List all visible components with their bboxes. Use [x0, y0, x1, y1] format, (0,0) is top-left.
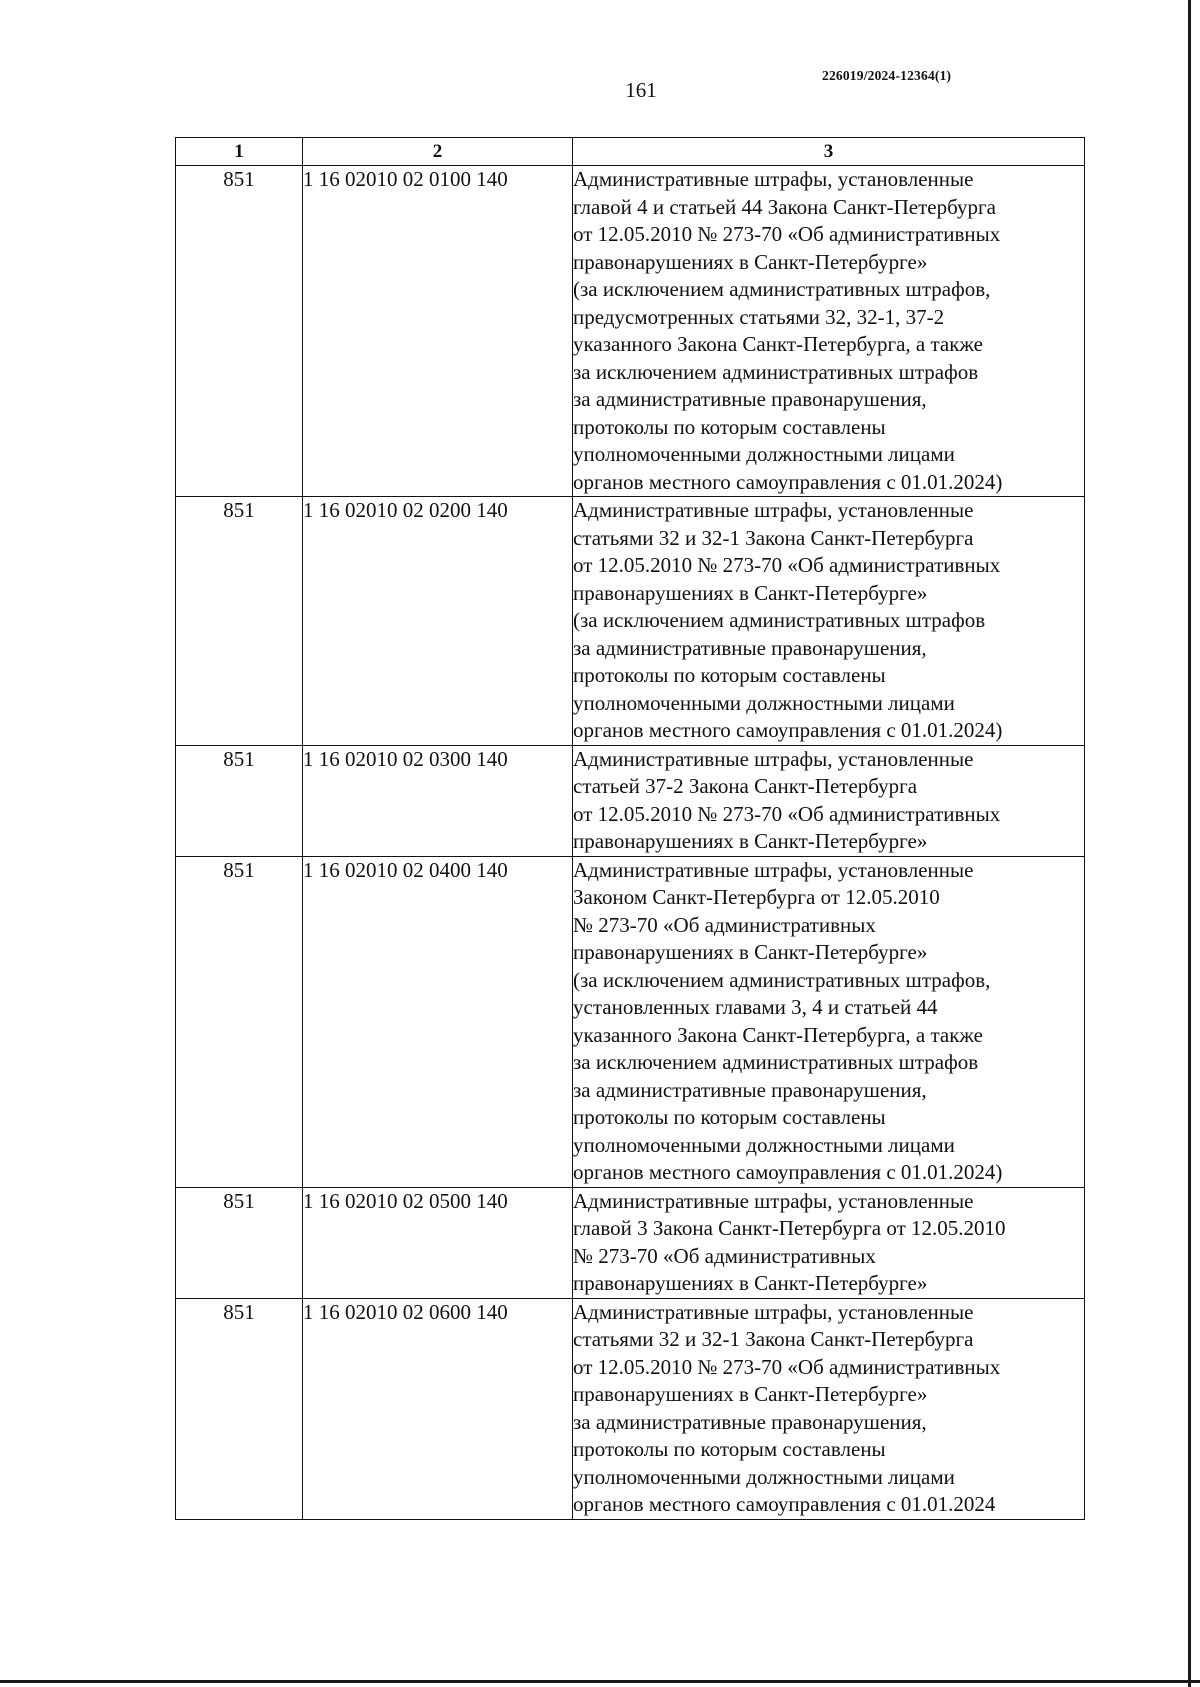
- description-line: главой 4 и статьей 44 Закона Санкт-Петербурга: [573, 194, 996, 219]
- description-line: № 273-70 «Об административных: [573, 1243, 876, 1268]
- table-row: [176, 497, 1085, 746]
- page-number: 161: [625, 78, 657, 102]
- description-line: (за исключением административных штрафов,: [573, 277, 991, 301]
- description-line: органов местного самоуправления с 01.01.2024): [573, 1160, 1003, 1184]
- admin-code-cell: 851: [176, 166, 303, 497]
- description-line: правонарушениях в Санкт-Петербурге»: [573, 249, 928, 274]
- budget-code-cell: 1 16 02010 02 0200 140: [303, 497, 573, 746]
- budget-code-cell: 1 16 02010 02 0600 140: [303, 1298, 573, 1519]
- description-line: от 12.05.2010 № 273-70 «Об административных: [573, 553, 1001, 577]
- budget-code-cell: 1 16 02010 02 0500 140: [303, 1187, 573, 1298]
- description-cell: [573, 166, 1085, 497]
- description-line: уполномоченными должностными лицами: [573, 1464, 955, 1489]
- description-line: от 12.05.2010 № 273-70 «Об административных: [573, 222, 1001, 246]
- admin-code-cell: 851: [176, 497, 303, 746]
- table-row: [176, 1187, 1085, 1298]
- admin-code-cell: 851: [176, 1298, 303, 1519]
- description-line: органов местного самоуправления с 01.01.2024): [573, 469, 1003, 494]
- column-header: 1: [176, 138, 303, 166]
- description-line: органов местного самоуправления с 01.01.2024): [573, 718, 1003, 742]
- table-row: [176, 856, 1085, 1187]
- description-line: статьями 32 и 32-1 Закона Санкт-Петербурга: [573, 1327, 974, 1351]
- description-line: статьями 32 и 32-1 Закона Санкт-Петербурга: [573, 525, 974, 550]
- description-line: Законом Санкт-Петербурга от 12.05.2010: [573, 885, 940, 909]
- description-line: протоколы по которым составлены: [573, 414, 886, 439]
- description-line: за исключением административных штрафов: [573, 1050, 979, 1074]
- budget-code-cell: 1 16 02010 02 0300 140: [303, 745, 573, 856]
- description-line: правонарушениях в Санкт-Петербурге»: [573, 940, 928, 964]
- description-line: главой 3 Закона Санкт-Петербурга от 12.05.2010: [573, 1216, 1006, 1240]
- description-line: от 12.05.2010 № 273-70 «Об административных: [573, 801, 1001, 826]
- description-line: уполномоченными должностными лицами: [573, 442, 955, 466]
- table-row: [176, 1298, 1085, 1519]
- description-line: Административные штрафы, установленные: [573, 1188, 974, 1213]
- description-line: за административные правонарушения,: [573, 387, 927, 411]
- table-header-row: [176, 138, 1085, 166]
- description-line: правонарушениях в Санкт-Петербурге»: [573, 1271, 928, 1295]
- description-line: от 12.05.2010 № 273-70 «Об административных: [573, 1354, 1001, 1379]
- scan-edge-right: [1188, 0, 1191, 1687]
- description-line: Административные штрафы, установленные: [573, 746, 974, 771]
- table-body: [176, 166, 1085, 1520]
- description-line: за административные правонарушения,: [573, 1077, 927, 1102]
- admin-code-cell: 851: [176, 1187, 303, 1298]
- description-line: правонарушениях в Санкт-Петербурге»: [573, 1382, 928, 1406]
- description-line: статьей 37-2 Закона Санкт-Петербурга: [573, 774, 918, 798]
- table-row: [176, 166, 1085, 497]
- admin-code-cell: 851: [176, 856, 303, 1187]
- description-cell: [573, 1187, 1085, 1298]
- description-line: (за исключением административных штрафов: [573, 608, 986, 632]
- document-id: 226019/2024-12364(1): [822, 68, 952, 83]
- column-header: 2: [303, 138, 573, 166]
- column-header: 3: [573, 138, 1085, 166]
- description-cell: [573, 1298, 1085, 1519]
- scan-edge-bottom: [0, 1680, 1200, 1683]
- description-line: Административные штрафы, установленные: [573, 857, 974, 882]
- description-line: Административные штрафы, установленные: [573, 1299, 974, 1324]
- description-line: указанного Закона Санкт-Петербурга, а также: [573, 1022, 983, 1047]
- description-cell: [573, 745, 1085, 856]
- description-line: за административные правонарушения,: [573, 1409, 927, 1434]
- description-cell: [573, 497, 1085, 746]
- description-line: протоколы по которым составлены: [573, 1437, 886, 1461]
- description-line: за исключением административных штрафов: [573, 359, 979, 384]
- budget-code-cell: 1 16 02010 02 0400 140: [303, 856, 573, 1187]
- description-line: указанного Закона Санкт-Петербурга, а также: [573, 332, 983, 356]
- description-line: протоколы по которым составлены: [573, 663, 886, 687]
- description-line: (за исключением административных штрафов,: [573, 967, 991, 992]
- description-line: уполномоченными должностными лицами: [573, 1132, 955, 1157]
- description-line: правонарушениях в Санкт-Петербурге»: [573, 829, 928, 853]
- description-line: Административные штрафы, установленные: [573, 167, 974, 191]
- description-line: органов местного самоуправления с 01.01.2024: [573, 1492, 996, 1516]
- description-line: № 273-70 «Об административных: [573, 912, 876, 937]
- description-line: установленных главами 3, 4 и статьей 44: [573, 995, 938, 1019]
- description-line: протоколы по которым составлены: [573, 1105, 886, 1129]
- description-line: правонарушениях в Санкт-Петербурге»: [573, 580, 928, 605]
- description-line: Административные штрафы, установленные: [573, 498, 974, 522]
- description-line: за административные правонарушения,: [573, 635, 927, 660]
- description-cell: [573, 856, 1085, 1187]
- admin-code-cell: 851: [176, 745, 303, 856]
- budget-codes-table: [175, 137, 1085, 1520]
- table-row: [176, 745, 1085, 856]
- description-line: уполномоченными должностными лицами: [573, 690, 955, 715]
- description-line: предусмотренных статьями 32, 32-1, 37-2: [573, 304, 945, 329]
- budget-code-cell: 1 16 02010 02 0100 140: [303, 166, 573, 497]
